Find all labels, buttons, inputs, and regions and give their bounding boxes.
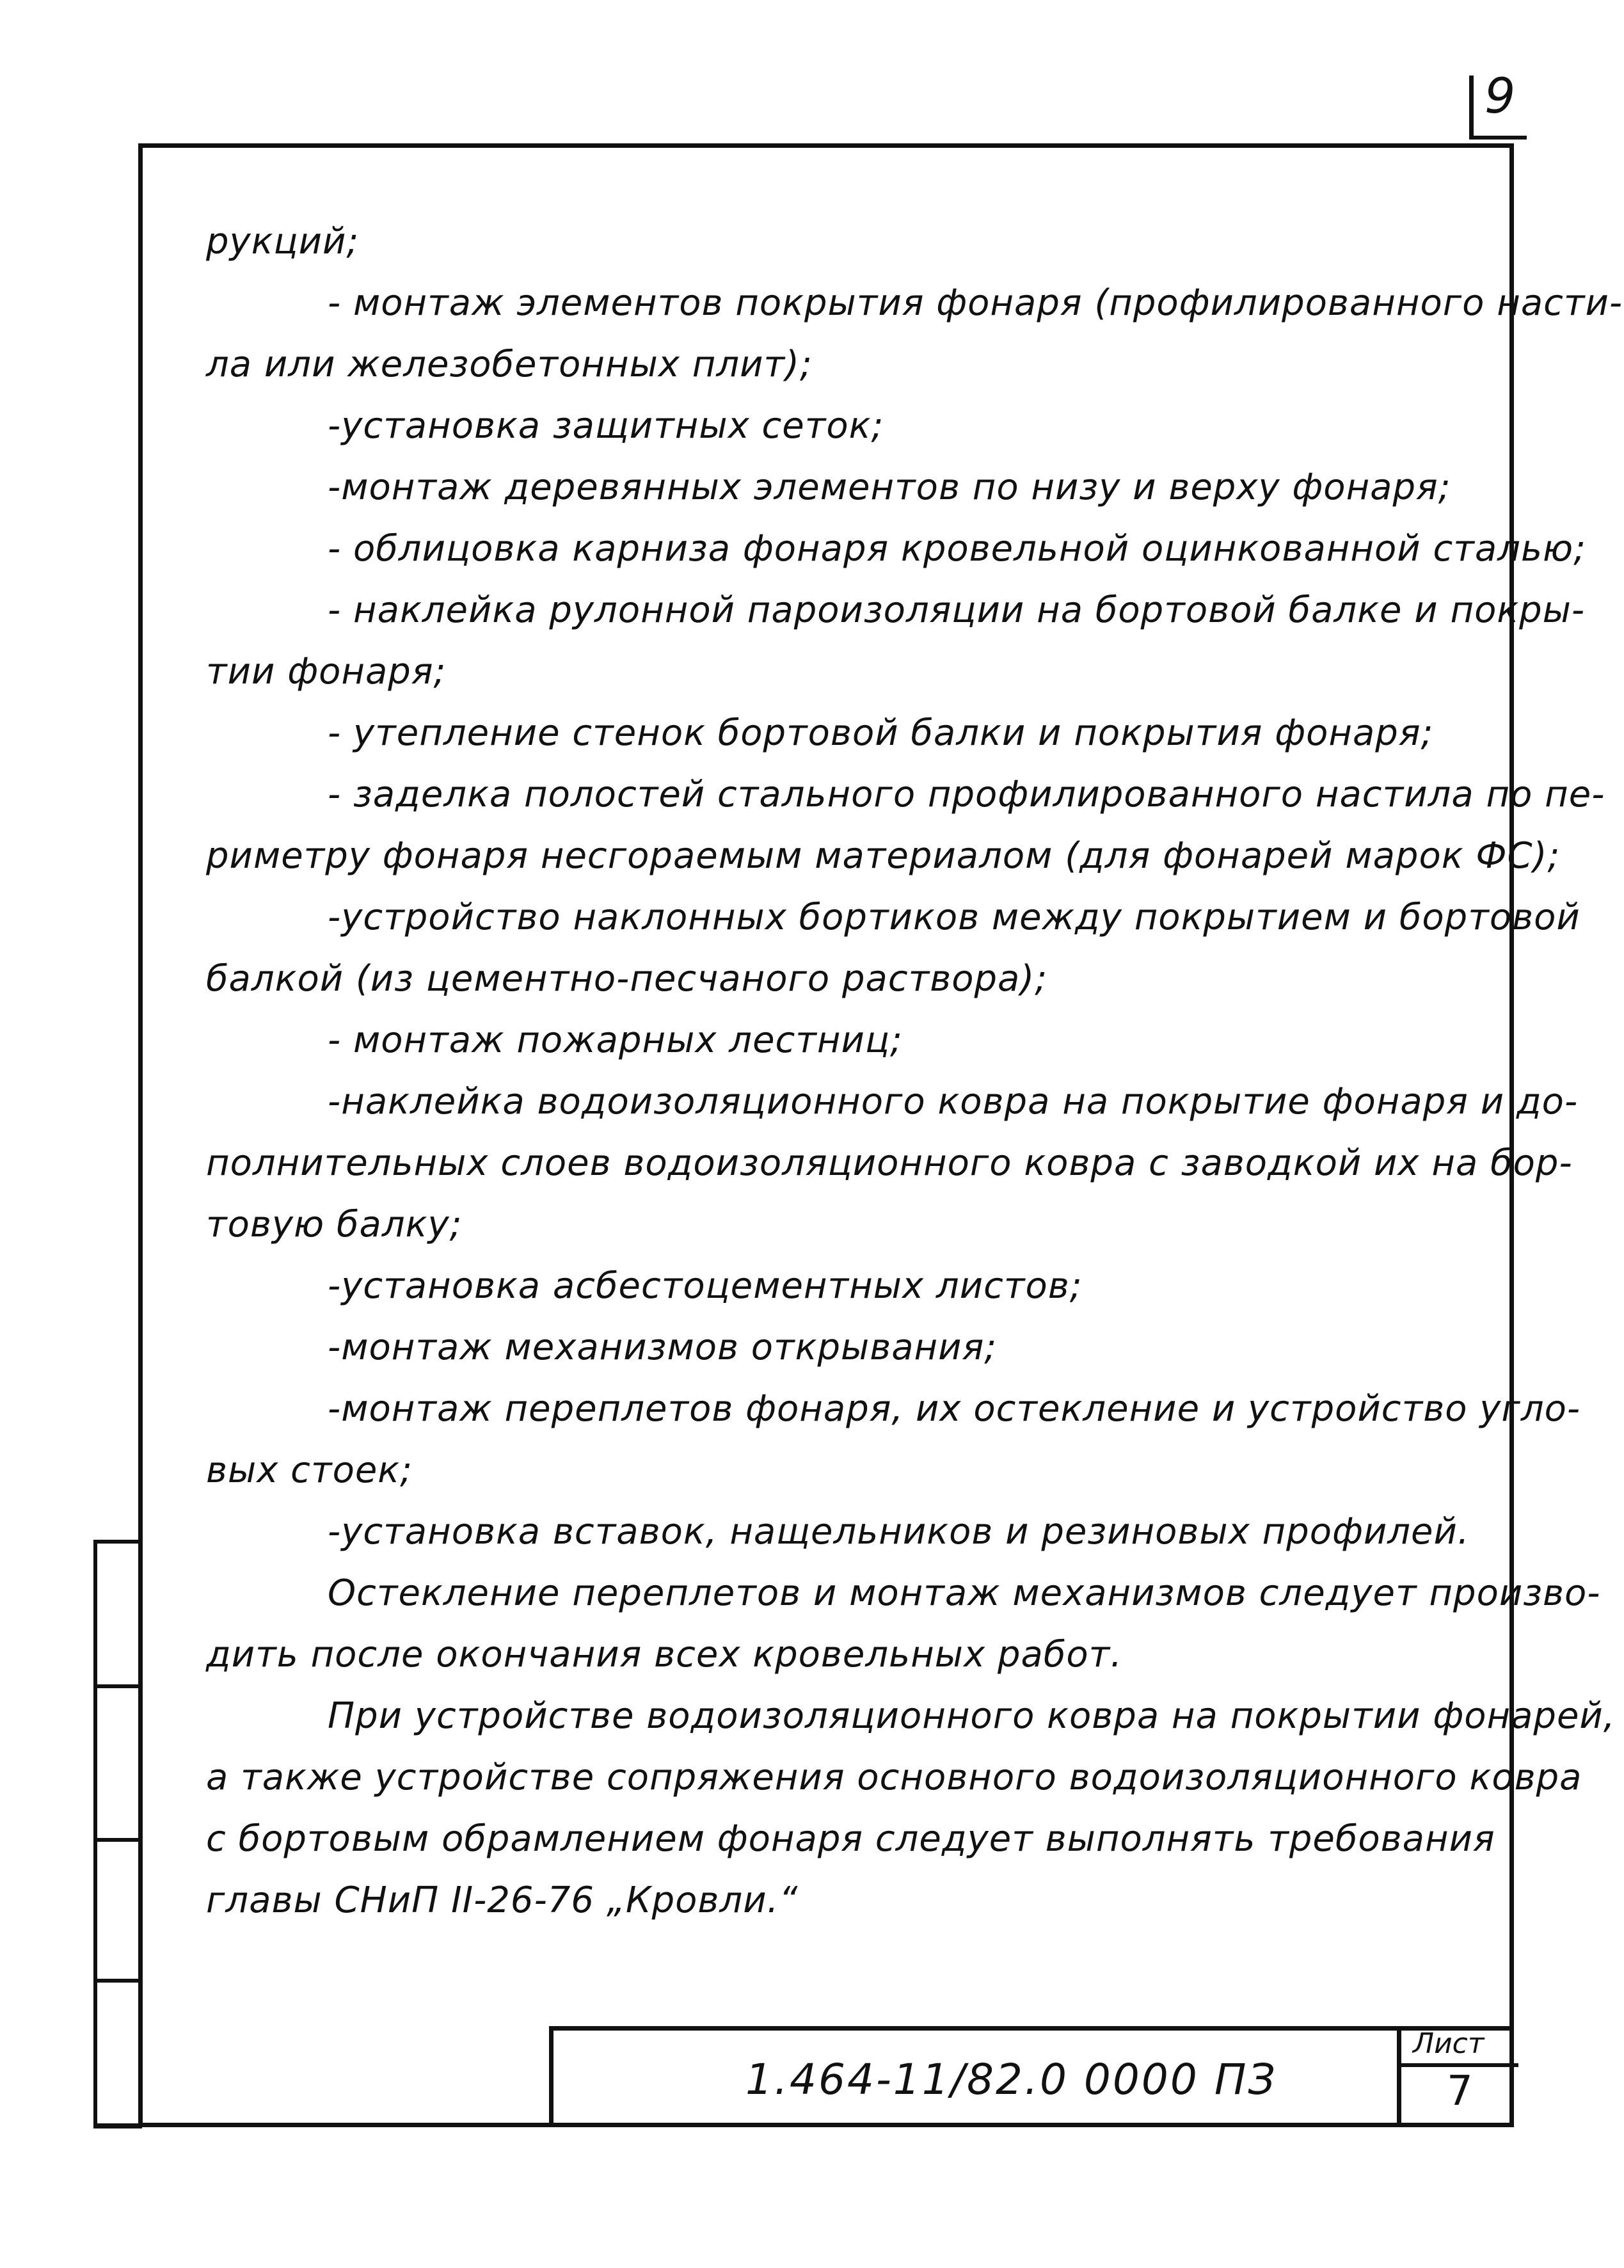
text-line: -монтаж деревянных элементов по низу и верху фонаря;: [328, 467, 1451, 508]
text-line: При устройстве водоизоляционного ковра на покрытии фонарей,: [328, 1695, 1616, 1737]
text-line: риметру фонаря несгораемым материалом (для фонарей марок ФС);: [206, 835, 1561, 877]
text-line: главы СНиП II-26-76 „Кровли.“: [206, 1880, 799, 1921]
page-corner-tick: [1469, 76, 1474, 140]
text-line: рукций;: [206, 221, 360, 262]
text-line: вых стоек;: [206, 1449, 413, 1491]
document-body-text: [206, 211, 1623, 1931]
text-line: - заделка полостей стального профилированного настила по пе-: [328, 774, 1605, 815]
text-line: -установка асбестоцементных листов;: [328, 1265, 1083, 1307]
margin-divider: [97, 1979, 138, 1983]
sheet-label: Лист: [1413, 2027, 1485, 2060]
text-line: ла или железобетонных плит);: [206, 344, 813, 385]
sheet-label-rule: [1401, 2063, 1518, 2067]
text-line: тии фонаря;: [206, 651, 447, 692]
binding-margin-strip: [93, 1540, 138, 2127]
text-line: товую балку;: [206, 1204, 463, 1245]
text-line: - монтаж пожарных лестниц;: [328, 1019, 903, 1061]
page-top-number: 9: [1485, 67, 1516, 124]
text-line: -монтаж механизмов открывания;: [328, 1327, 998, 1368]
page-corner-rule: [1469, 136, 1527, 140]
text-line: дить после окончания всех кровельных работ.: [206, 1634, 1123, 1675]
text-line: -установка вставок, нащельников и резиновых профилей.: [328, 1511, 1470, 1553]
margin-divider: [97, 1838, 138, 1842]
text-line: - монтаж элементов покрытия фонаря (профилированного насти-: [328, 282, 1623, 324]
margin-divider: [97, 1684, 138, 1688]
sheet-cell: [1397, 2026, 1518, 2127]
document-code: 1.464-11/82.0 0000 ПЗ: [745, 2055, 1277, 2104]
margin-base-rule: [93, 2125, 142, 2128]
text-line: -установка защитных сеток;: [328, 405, 884, 447]
text-line: полнительных слоев водоизоляционного ковра с заводкой их на бор-: [206, 1142, 1573, 1184]
text-line: балкой (из цементно-песчаного раствора);: [206, 958, 1048, 1000]
title-block-stamp: [549, 2026, 1514, 2127]
text-line: -наклейка водоизоляционного ковра на покрытие фонаря и до-: [328, 1081, 1579, 1122]
text-line: -монтаж переплетов фонаря, их остекление и устройство угло-: [328, 1388, 1581, 1430]
text-line: - наклейка рулонной пароизоляции на бортовой балке и покры-: [328, 589, 1586, 631]
text-line: с бортовым обрамлением фонаря следует выполнять требования: [206, 1818, 1495, 1860]
text-line: -устройство наклонных бортиков между покрытием и бортовой: [328, 897, 1580, 938]
text-line: Остекление переплетов и монтаж механизмов следует произво-: [328, 1572, 1601, 1614]
text-line: а также устройстве сопряжения основного водоизоляционного ковра: [206, 1757, 1582, 1798]
text-line: - утепление стенок бортовой балки и покрытия фонаря;: [328, 712, 1434, 754]
sheet-number: 7: [1447, 2068, 1473, 2115]
text-line: - облицовка карниза фонаря кровельной оцинкованной сталью;: [328, 528, 1586, 570]
